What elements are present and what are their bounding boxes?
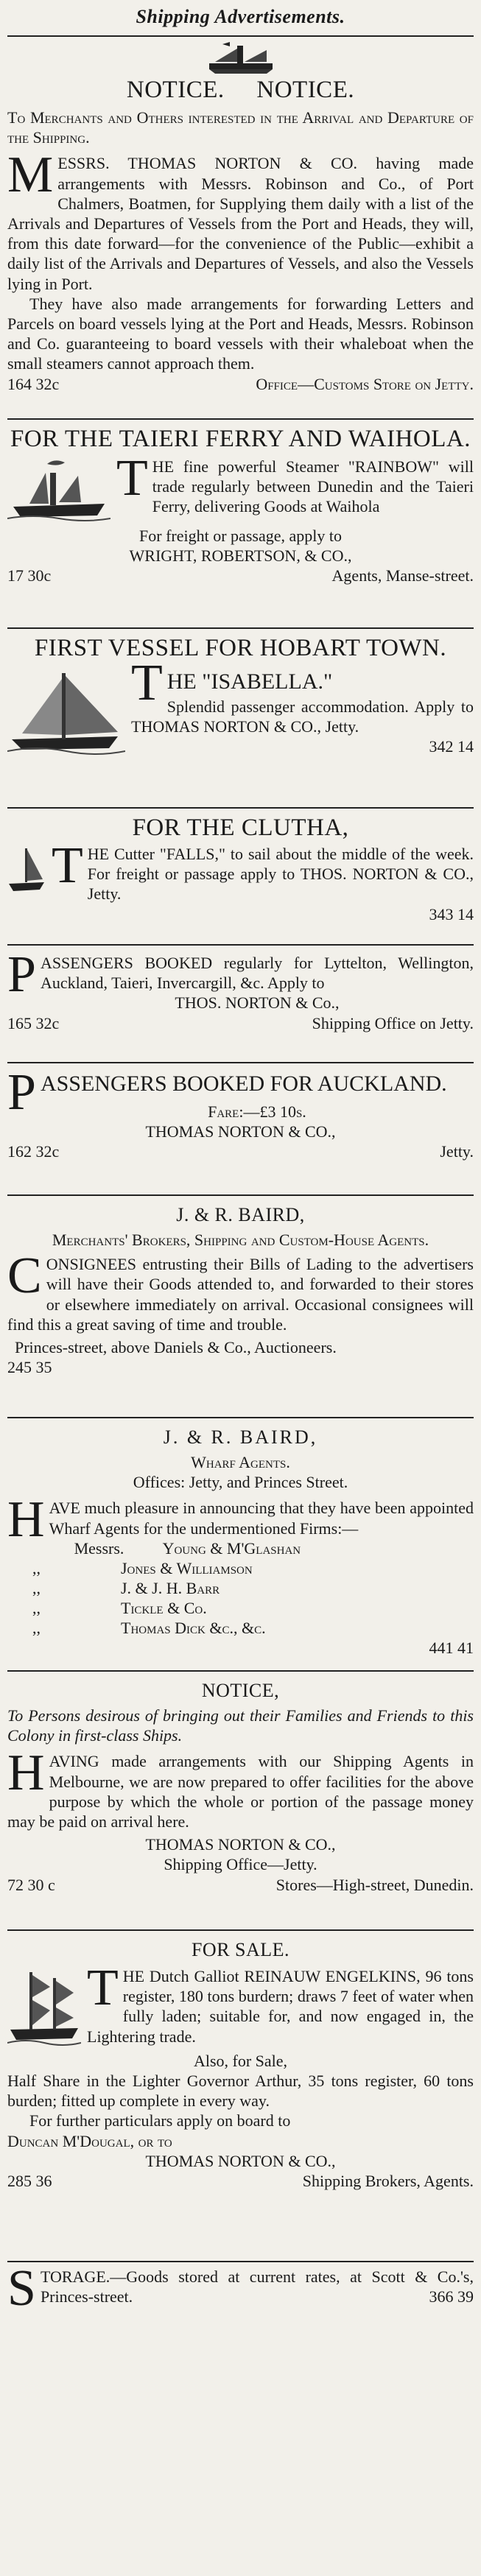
list-item [7,1618,474,1638]
ad-body-text: HE Dutch Galliot REINAUW ENGELKINS, 96 tons register, 180 tons burdern; draws 7 feet of water when fully laden; suitable for, and now engaged in, the Lightering trade. [87,1967,474,2046]
ad-office: Office—Customs Store on Jetty. [256,374,474,393]
drop-cap: T [131,655,163,711]
ad-for-sale [7,1931,474,2261]
ad-freight: For freight or passage, apply to [139,527,342,545]
ad-subtitle: To Persons desirous of bringing out their Families and Friends to this Colony in first-class Ships. [7,1706,474,1745]
firm-name: J. & J. H. Barr [121,1578,220,1597]
ad-baird-wharf-agents [7,1418,474,1670]
ad-agent: WRIGHT, ROBERTSON, & CO., [129,546,352,566]
firm-prefix: Messrs. [74,1538,124,1558]
drop-cap: S [7,2262,36,2315]
ad-body-text: ASSENGERS BOOKED FOR AUCKLAND. [40,1071,447,1096]
ad-body-text: AVE much pleasure in announcing that they have been appointed Wharf Agents for the undermentioned Firms:— [49,1499,474,1538]
firm-list [7,1538,474,1638]
ad-ref: 164 32c [7,374,60,393]
ad-footer [7,904,474,924]
ad-title: FIRST VESSEL FOR HOBART TOWN. [34,635,447,661]
ad-title: FOR THE TAIERI FERRY AND WAIHOLA. [10,426,471,452]
ad-office: Jetty. [440,1142,474,1161]
ad-title: FOR SALE. [191,1939,290,1960]
ad-footer [7,566,474,585]
ad-footer [7,1141,474,1161]
ad-title: J. & R. BAIRD, [176,1204,305,1225]
firm-name: Tickle & Co. [121,1598,207,1617]
ad-ref: 441 41 [429,1638,474,1657]
ad-body-text: TORAGE.—Goods stored at current rates, at Scott & Co.'s, Princes-street. [40,2267,474,2306]
drop-cap: T [116,450,148,507]
firm-prefix: ,, [32,1558,41,1577]
ad-footer [7,374,474,394]
drop-cap: M [7,147,54,204]
ad-ref: 72 30 c [7,1875,55,1894]
ad-footer [7,1357,474,1377]
ad-footer [131,736,474,756]
ad-ref: 245 35 [7,1358,52,1377]
firm-name: Jones & Williamson [121,1558,253,1577]
ad-half-share: Half Share in the Lighter Governor Arthur, 35 tons register, 60 tons burden; fitted up complete in every way. [7,2072,474,2111]
ad-body [7,1247,474,1334]
ad-ref: 343 14 [429,904,474,923]
ad-stores: Stores—High-street, Dunedin. [275,1875,474,1894]
ad-title: FOR THE CLUTHA, [132,814,349,841]
ad-notice-shipping [7,37,474,418]
ad-clutha [7,809,474,944]
ad-storage [7,2262,474,2315]
ad-body-text: HE fine powerful Steamer "RAINBOW" will trade regularly between Dunedin and the Taieri Ferry, delivering Goods at Waihola [152,457,474,516]
ad-body-text: ASSENGERS BOOKED regularly for Lyttelton, Wellington, Auckland, Taieri, Invercargill, &c. Apply to [40,954,474,993]
firm-name: Young & M'Glashan [162,1538,301,1558]
firm-name: Thomas Dick &c., &c. [121,1618,266,1637]
ad-hobart-town [7,629,474,807]
ad-body [7,837,474,904]
ad-notice-families [7,1672,474,1929]
steamer-icon [208,41,274,74]
ad-passengers-auckland [7,1063,474,1194]
drop-cap: C [7,1247,42,1305]
sailing-ship-icon [7,669,125,757]
ad-office: Shipping Office—Jetty. [164,1855,317,1874]
firm-prefix: ,, [32,1598,41,1617]
ad-agent: THOMAS NORTON & CO., [145,2151,336,2170]
ad-footer [7,1638,474,1658]
ad-duncan: Duncan M'Dougal, or to [7,2131,172,2150]
ad-ref: 342 14 [429,737,474,756]
drop-cap: H [7,1745,45,1802]
ad-footer [7,2171,474,2191]
ad-office: Shipping Office on Jetty. [312,1013,474,1032]
drop-cap: T [87,1960,119,2016]
list-item [7,1558,474,1578]
ad-further: For further particulars apply on board to [29,2111,291,2130]
ad-body-text: HE Cutter "FALLS," to sail about the middle of the week. For freight or passage apply to THOS. NORTON & CO., Jetty. [87,845,474,904]
ad-body-text: ONSIGNEES entrusting their Bills of Lading to the advertisers will have their Goods attended to, and forwarded to their stores or elsewhere immediately on arrival. Occasional consignees will find this a great saving of time and trouble. [7,1255,474,1334]
ad-agent: THOMAS NORTON & CO., [145,1835,336,1854]
ad-body [7,147,474,293]
firm-prefix: ,, [32,1618,41,1637]
ad-footer [7,1013,474,1033]
ad-title: J. & R. BAIRD, [163,1426,318,1448]
ad-fare: Fare:—£3 10s. [208,1102,306,1121]
list-item [49,1538,474,1558]
ad-passengers-booked [7,946,474,1062]
ad-body-text: AVING made arrangements with our Shipping Agents in Melbourne, we are now prepared to offer facilities for the above purpose by which the whole or portion of the passage money may be paid on arrival here. [7,1752,474,1831]
ad-body: Splendid passenger accommodation. Apply to THOMAS NORTON & CO., Jetty. [131,697,474,736]
ad-ref: 165 32c [7,1013,60,1032]
ad-agents-addr: Agents, Manse-street. [331,566,474,585]
ad-body-2: They have also made arrangements for forwarding Letters and Parcels on board vessels lying at the Port and Heads, Messrs. Robinson and Co. guaranteeing to board vessels with their whaleboat when the small steamers cannot approach them. [7,294,474,373]
ad-ref: 366 39 [429,2287,474,2306]
ad-ref: 162 32c [7,1142,60,1161]
ad-subtitle: Wharf Agents. [191,1453,290,1471]
ad-ref: 17 30c [7,566,52,585]
drop-cap: H [7,1491,45,1549]
ad-ref: 285 36 [7,2172,52,2191]
drop-cap: T [52,837,83,894]
page-header: Shipping Advertisements. [136,6,345,27]
sailing-ship-icon [7,845,46,894]
ad-footer [7,1875,474,1895]
firm-prefix: ,, [32,1578,41,1597]
ad-offices: Offices: Jetty, and Princes Street. [133,1473,348,1492]
ad-title: NOTICE. NOTICE. [126,77,355,103]
list-item [7,1578,474,1598]
ad-agent: THOS. NORTON & Co., [175,993,340,1013]
steamer-icon [7,458,110,526]
ad-baird-brokers [7,1196,474,1417]
ad-body [7,2262,474,2315]
ad-body-text: ESSRS. THOMAS NORTON & CO. having made arrangements with Messrs. Robinson and Co., of Port Chalmers, Boatmen, for Supplying them daily with a list of the Arrivals and Departures of Vessels from the Port and Heads, they will, from this date forward—for the convenience of the Public—exhibit a daily list of the Arrivals and Departures of Vessels, and also the Vessels lying in Port. [7,154,474,293]
list-item [7,1598,474,1618]
ad-ship-name: HE "ISABELLA." [166,669,333,694]
ad-agent: THOMAS NORTON & CO., [145,1122,336,1141]
ad-body [7,1745,474,1831]
ad-brokers: Shipping Brokers, Agents. [302,2172,474,2191]
ad-subtitle: Merchants' Brokers, Shipping and Custom-House Agents. [52,1231,429,1249]
ad-subtitle: To Merchants and Others interested in the Arrival and Departure of the Shipping. [7,108,474,147]
drop-cap: P [7,1064,36,1121]
sailing-ship-icon [7,1968,81,2049]
ad-title: NOTICE, [201,1680,280,1701]
drop-cap: P [7,946,36,1003]
ad-address: Princes-street, above Daniels & Co., Auctioneers. [15,1338,337,1357]
ad-taieri-ferry [7,420,474,627]
ad-also: Also, for Sale, [193,2051,288,2070]
